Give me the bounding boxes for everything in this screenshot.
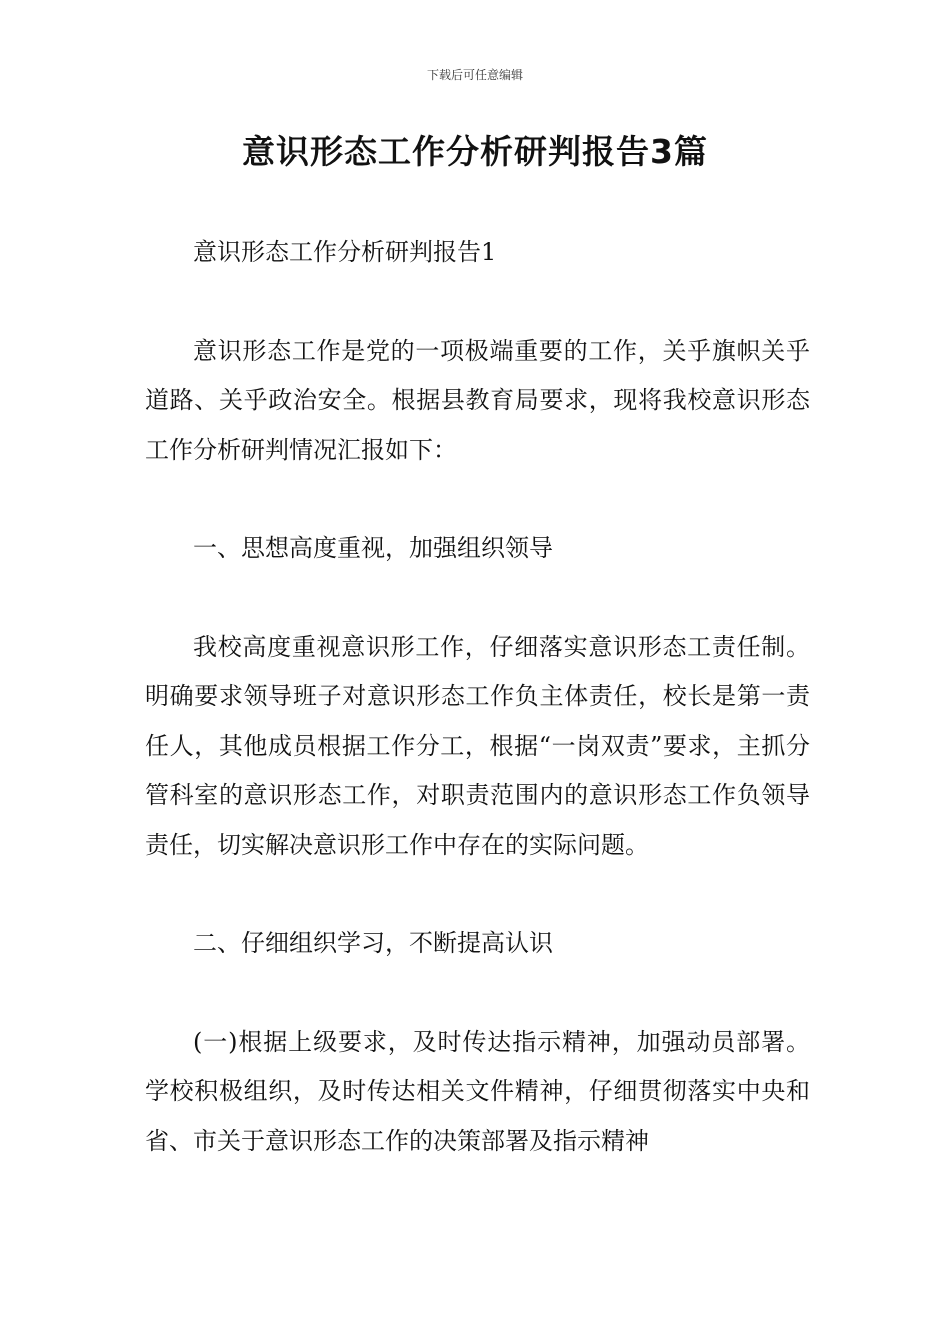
document-body <box>145 228 810 1166</box>
heading-two: 二、仔细组织学习，不断提高认识 <box>193 929 553 957</box>
heading-one: 一、思想高度重视，加强组织领导 <box>193 534 553 562</box>
intro-paragraph: 意识形态工作是党的一项极端重要的工作，关乎旗帜关乎道路、关乎政治安全。根据县教育局要求，现将我校意识形态工作分析研判情况汇报如下： <box>145 336 810 464</box>
section-subtitle: 意识形态工作分析研判报告1 <box>193 238 497 266</box>
section-one-paragraph: 我校高度重视意识形工作，仔细落实意识形态工责任制。明确要求领导班子对意识形态工作负主体责任，校长是第一责任人，其他成员根据工作分工，根据“一岗双责”要求，主抓分管科室的意识形态工作，对职责范围内的意识形态工作负领导责任，切实解决意识形工作中存在的实际问题。 <box>145 632 810 859</box>
document-title: 意识形态工作分析研判报告3篇 <box>242 132 708 171</box>
header-note: 下载后可任意编辑 <box>426 68 523 82</box>
section-two-paragraph: (一)根据上级要求，及时传达指示精神，加强动员部署。学校积极组织，及时传达相关文件精神，仔细贯彻落实中央和省、市关于意识形态工作的决策部署及指示精神 <box>145 1027 810 1155</box>
